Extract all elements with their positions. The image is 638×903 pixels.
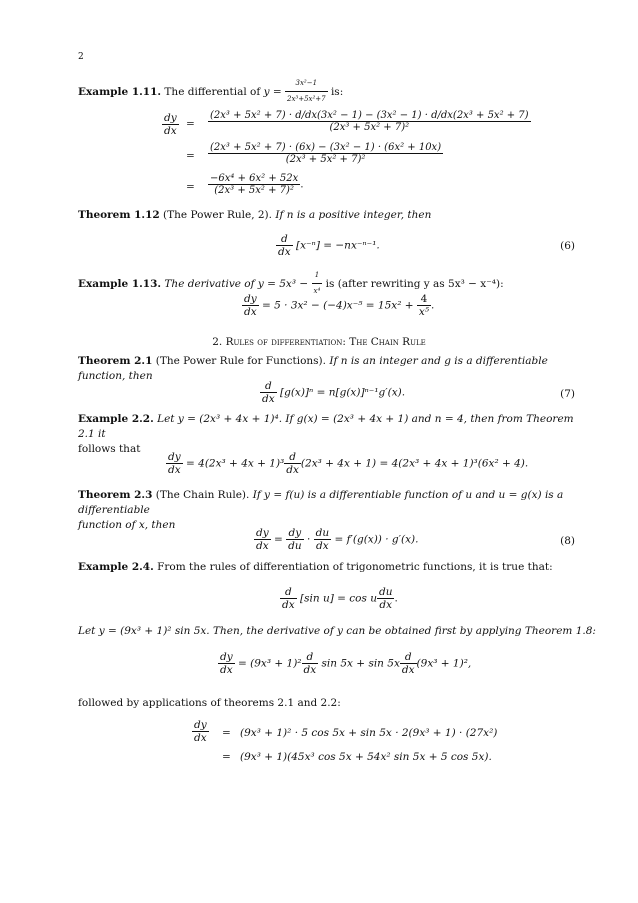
example-label: Example 1.13. <box>78 278 162 290</box>
quotient-lhs: $\frac{dy}{dx}$ <box>164 112 177 137</box>
example-label: Example 2.4. <box>78 561 154 573</box>
page-number: 2 <box>78 52 84 62</box>
example-label: Example 2.2. <box>78 413 154 425</box>
example-1-13-intro: Example 1.13. The derivative of y = 5x³ − $\frac{1}{\text{x⁴}}$ is (after rewriting y as 5x³ − x⁻⁴): <box>78 268 578 299</box>
let-paragraph: Let y = (9x³ + 1)² sin 5x. Then, the derivative of y can be obtained first by applying Theorem 1.8: <box>78 625 596 637</box>
example-2-4-intro: Example 2.4. From the rules of differentiation of trigonometric functions, it is true that: <box>78 561 553 573</box>
theorem-label: Theorem 2.1 <box>78 355 153 367</box>
example-1-11-intro <box>78 76 578 107</box>
final-line-2: (9x³ + 1)(45x³ cos 5x + 54x² sin 5x + 5 cos 5x). <box>240 751 492 763</box>
product-rule-equation: $\frac{dy}{dx}$ = (9x³ + 1)² $\frac{d}{dx}$ sin 5x + sin 5x $\frac{d}{dx}$ (9x³ + 1)², <box>220 651 472 676</box>
example-text-after: is: <box>330 86 344 98</box>
final-eq-sign-1: = <box>222 727 231 739</box>
theorem-label: Theorem 1.12 <box>78 209 160 221</box>
theorem-2-3: Theorem 2.3 (The Chain Rule). If y = f(u) is a differentiable function of u and u = g(x) is a differentiable function of x, then <box>78 489 564 531</box>
chain-rule-equation: $\frac{dy}{dx}$ = $\frac{dy}{du}$ · $\frac{du}{dx}$ = f′(g(x)) · g′(x). <box>256 527 419 552</box>
final-line-1: (9x³ + 1)² · 5 cos 5x + sin 5x · 2(9x³ + 1) · (27x²) <box>240 727 498 739</box>
theorem-name: (The Power Rule for Functions). <box>155 355 326 367</box>
equation-number-8: (8) <box>560 535 575 547</box>
quotient-line-3: $\frac{\text{−6x⁴ + 6x² + 52x}}{\text{(2x³ + 5x² + 7)²}}$ . <box>210 173 304 196</box>
quotient-line-2: $\frac{\text{(2x³ + 5x² + 7) · (6x) − (3x² − 1) · (6x² + 10x)}}{\text{(2x³ + 5x² + 7)²}}$ <box>210 142 442 165</box>
final-lhs: $\frac{dy}{dx}$ <box>194 719 207 744</box>
example-2-2-intro: Example 2.2. Let y = (2x³ + 4x + 1)⁴. If g(x) = (2x³ + 4x + 1) and n = 4, then from Theorem 2.1 it follows that <box>78 413 574 455</box>
theorem-label: Theorem 2.3 <box>78 489 153 501</box>
example-2-2-equation: $\frac{dy}{dx}$ = 4(2x³ + 4x + 1)³ $\frac{d}{dx}$ (2x³ + 4x + 1) = 4(2x³ + 4x + 1)³(6x² + 4). <box>168 451 529 476</box>
section-heading: 2. Rules of differentiation: The Chain Rule <box>212 336 426 348</box>
equation-number-7: (7) <box>560 388 575 400</box>
eq-sign-3: = <box>186 181 195 193</box>
eq-sign-1: = <box>186 118 195 130</box>
equation-number-6: (6) <box>560 240 575 252</box>
power-rule-functions-equation: $\frac{d}{dx}$ [g(x)]ⁿ = n[g(x)]ⁿ⁻¹g′(x). <box>262 380 406 405</box>
derivative-equation: $\frac{dy}{dx}$ = 5 · 3x² − (−4)x⁻⁵ = 15x² + $\frac{4}{\text{x⁵}}$ . <box>244 293 435 318</box>
trig-derivative-equation: $\frac{d}{dx}$ [sin u] = cos u $\frac{du}{dx}$ . <box>282 586 398 611</box>
y-def: y = <box>263 86 282 98</box>
theorem-text: If n is a positive integer, then <box>275 209 432 221</box>
power-rule-equation: $\frac{d}{dx}$ [x⁻ⁿ] = −nx⁻ⁿ⁻¹. <box>278 233 380 258</box>
quotient-line-1: (2x³ + 5x² + 7) · d/dx(3x² − 1) − (3x² − 1) · d/dx(2x³ + 5x² + 7) (2x³ + 5x² + 7)² <box>210 110 529 133</box>
followed-paragraph: followed by applications of theorems 2.1 and 2.2: <box>78 697 341 709</box>
theorem-name: (The Chain Rule). <box>155 489 250 501</box>
example-text: The differential of <box>164 86 261 98</box>
theorem-1-12 <box>78 208 578 223</box>
example-label: Example 1.11. <box>78 86 162 98</box>
theorem-text: If n is an integer and g is a differentiable function, then <box>78 355 548 382</box>
inline-fraction: $\frac{\text{3x²−1}}{\text{2x³+5x²+7}}$ <box>285 76 328 107</box>
final-eq-sign-2: = <box>222 751 231 763</box>
theorem-name: (The Power Rule, 2). <box>163 209 272 221</box>
eq-sign-2: = <box>186 150 195 162</box>
